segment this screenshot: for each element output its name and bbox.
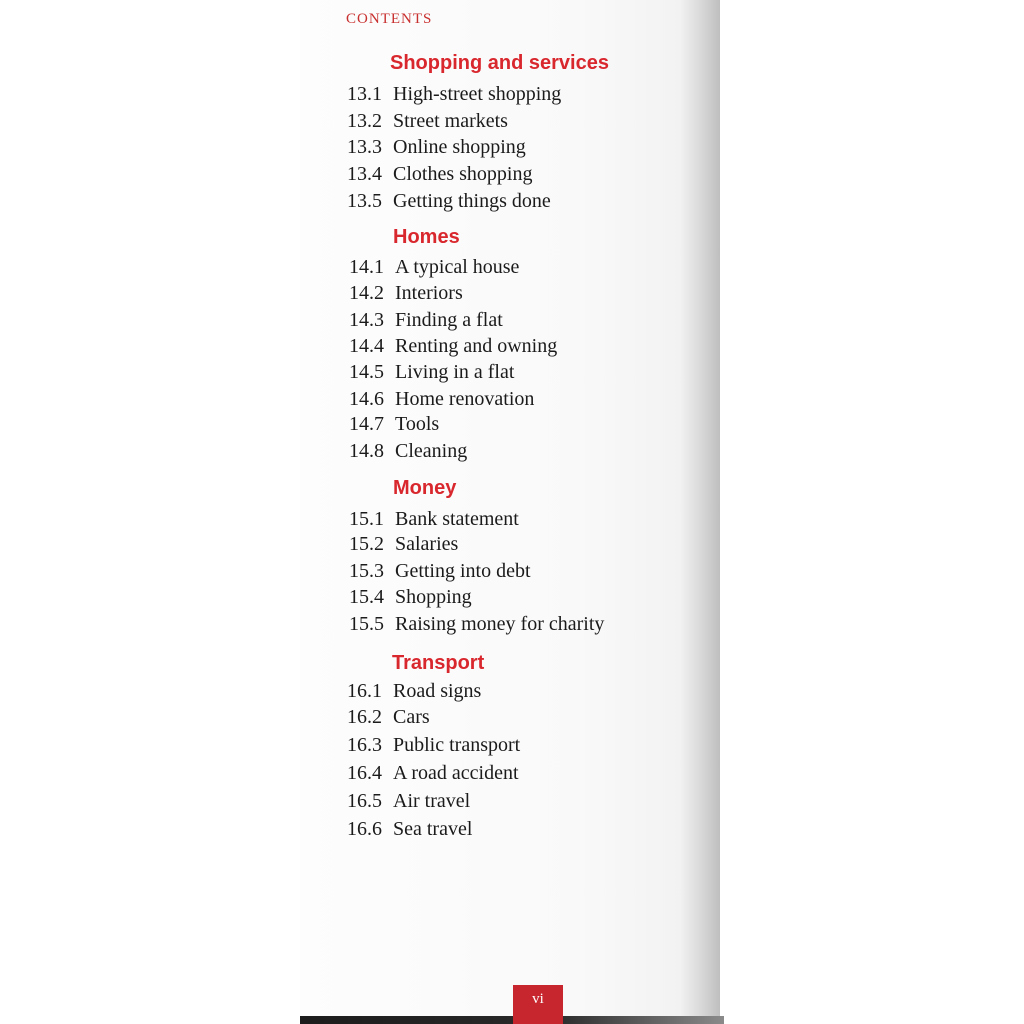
- entry-title: Public transport: [393, 734, 521, 756]
- entry-number: 14.4: [349, 335, 384, 357]
- entry-number: 13.1: [347, 83, 382, 105]
- entry-number: 15.2: [349, 533, 384, 555]
- entry-title: Interiors: [395, 282, 463, 304]
- entry-number: 16.4: [347, 762, 382, 784]
- right-margin: [720, 0, 1024, 1024]
- entry-title: Home renovation: [395, 388, 535, 410]
- contents-entry[interactable]: [347, 136, 526, 159]
- entry-title: Tools: [395, 413, 440, 435]
- page-edge-shadow: [680, 0, 724, 1024]
- entry-number: 14.8: [349, 440, 384, 462]
- contents-entry[interactable]: [349, 388, 534, 411]
- contents-entry[interactable]: [349, 309, 503, 332]
- entry-number: 15.3: [349, 560, 384, 582]
- entry-title: Bank statement: [395, 508, 519, 530]
- entry-title: Salaries: [395, 533, 459, 555]
- entry-number: 16.3: [347, 734, 382, 756]
- contents-entry[interactable]: [349, 586, 472, 609]
- contents-entry[interactable]: [349, 440, 467, 463]
- entry-title: Cars: [393, 706, 430, 728]
- entry-number: 16.2: [347, 706, 382, 728]
- entry-title: Renting and owning: [395, 335, 558, 357]
- contents-entry[interactable]: [349, 560, 531, 583]
- entry-number: 13.5: [347, 190, 382, 212]
- contents-entry[interactable]: [347, 818, 472, 841]
- left-margin: [0, 0, 300, 1024]
- contents-entry[interactable]: [347, 762, 519, 785]
- entry-number: 14.5: [349, 361, 384, 383]
- section-heading-shopping: Shopping and services: [390, 52, 609, 74]
- entry-title: Sea travel: [393, 818, 473, 840]
- contents-entry[interactable]: [349, 533, 458, 556]
- contents-entry[interactable]: [349, 256, 519, 279]
- entry-title: A road accident: [393, 762, 519, 784]
- entry-number: 16.5: [347, 790, 382, 812]
- entry-title: A typical house: [395, 256, 520, 278]
- entry-title: Clothes shopping: [393, 163, 533, 185]
- entry-title: Raising money for charity: [395, 613, 605, 635]
- entry-title: Getting into debt: [395, 560, 531, 582]
- contents-entry[interactable]: [349, 282, 463, 305]
- contents-entry[interactable]: [349, 361, 514, 384]
- entry-number: 13.2: [347, 110, 382, 132]
- entry-number: 13.4: [347, 163, 382, 185]
- entry-number: 15.4: [349, 586, 384, 608]
- page-number-folio: vi: [513, 985, 563, 1024]
- contents-entry[interactable]: [347, 110, 508, 133]
- contents-entry[interactable]: [347, 163, 532, 186]
- entry-title: Road signs: [393, 680, 482, 702]
- entry-title: Online shopping: [393, 136, 526, 158]
- entry-number: 16.6: [347, 818, 382, 840]
- contents-entry[interactable]: [349, 335, 557, 358]
- contents-entry[interactable]: [349, 413, 439, 436]
- entry-number: 16.1: [347, 680, 382, 702]
- running-head: CONTENTS: [346, 11, 433, 27]
- contents-entry[interactable]: [349, 613, 604, 636]
- entry-title: Getting things done: [393, 190, 551, 212]
- contents-entry[interactable]: [347, 83, 561, 106]
- entry-number: 14.2: [349, 282, 384, 304]
- entry-title: Air travel: [393, 790, 471, 812]
- entry-title: Street markets: [393, 110, 508, 132]
- entry-title: Living in a flat: [395, 361, 515, 383]
- page-bottom-shadow: [300, 1016, 724, 1024]
- section-heading-homes: Homes: [393, 226, 460, 248]
- entry-title: Finding a flat: [395, 309, 503, 331]
- contents-entry[interactable]: [347, 790, 470, 813]
- entry-title: Cleaning: [395, 440, 468, 462]
- entry-number: 14.6: [349, 388, 384, 410]
- entry-number: 14.7: [349, 413, 384, 435]
- entry-number: 15.5: [349, 613, 384, 635]
- section-heading-transport: Transport: [392, 652, 485, 674]
- entry-number: 14.3: [349, 309, 384, 331]
- contents-entry[interactable]: [349, 508, 519, 531]
- section-heading-money: Money: [393, 477, 457, 499]
- entry-number: 13.3: [347, 136, 382, 158]
- entry-title: High-street shopping: [393, 83, 562, 105]
- contents-entry[interactable]: [347, 680, 481, 703]
- contents-entry[interactable]: [347, 734, 520, 757]
- entry-number: 14.1: [349, 256, 384, 278]
- contents-entry[interactable]: [347, 706, 430, 729]
- entry-number: 15.1: [349, 508, 384, 530]
- contents-entry[interactable]: [347, 190, 551, 213]
- entry-title: Shopping: [395, 586, 472, 608]
